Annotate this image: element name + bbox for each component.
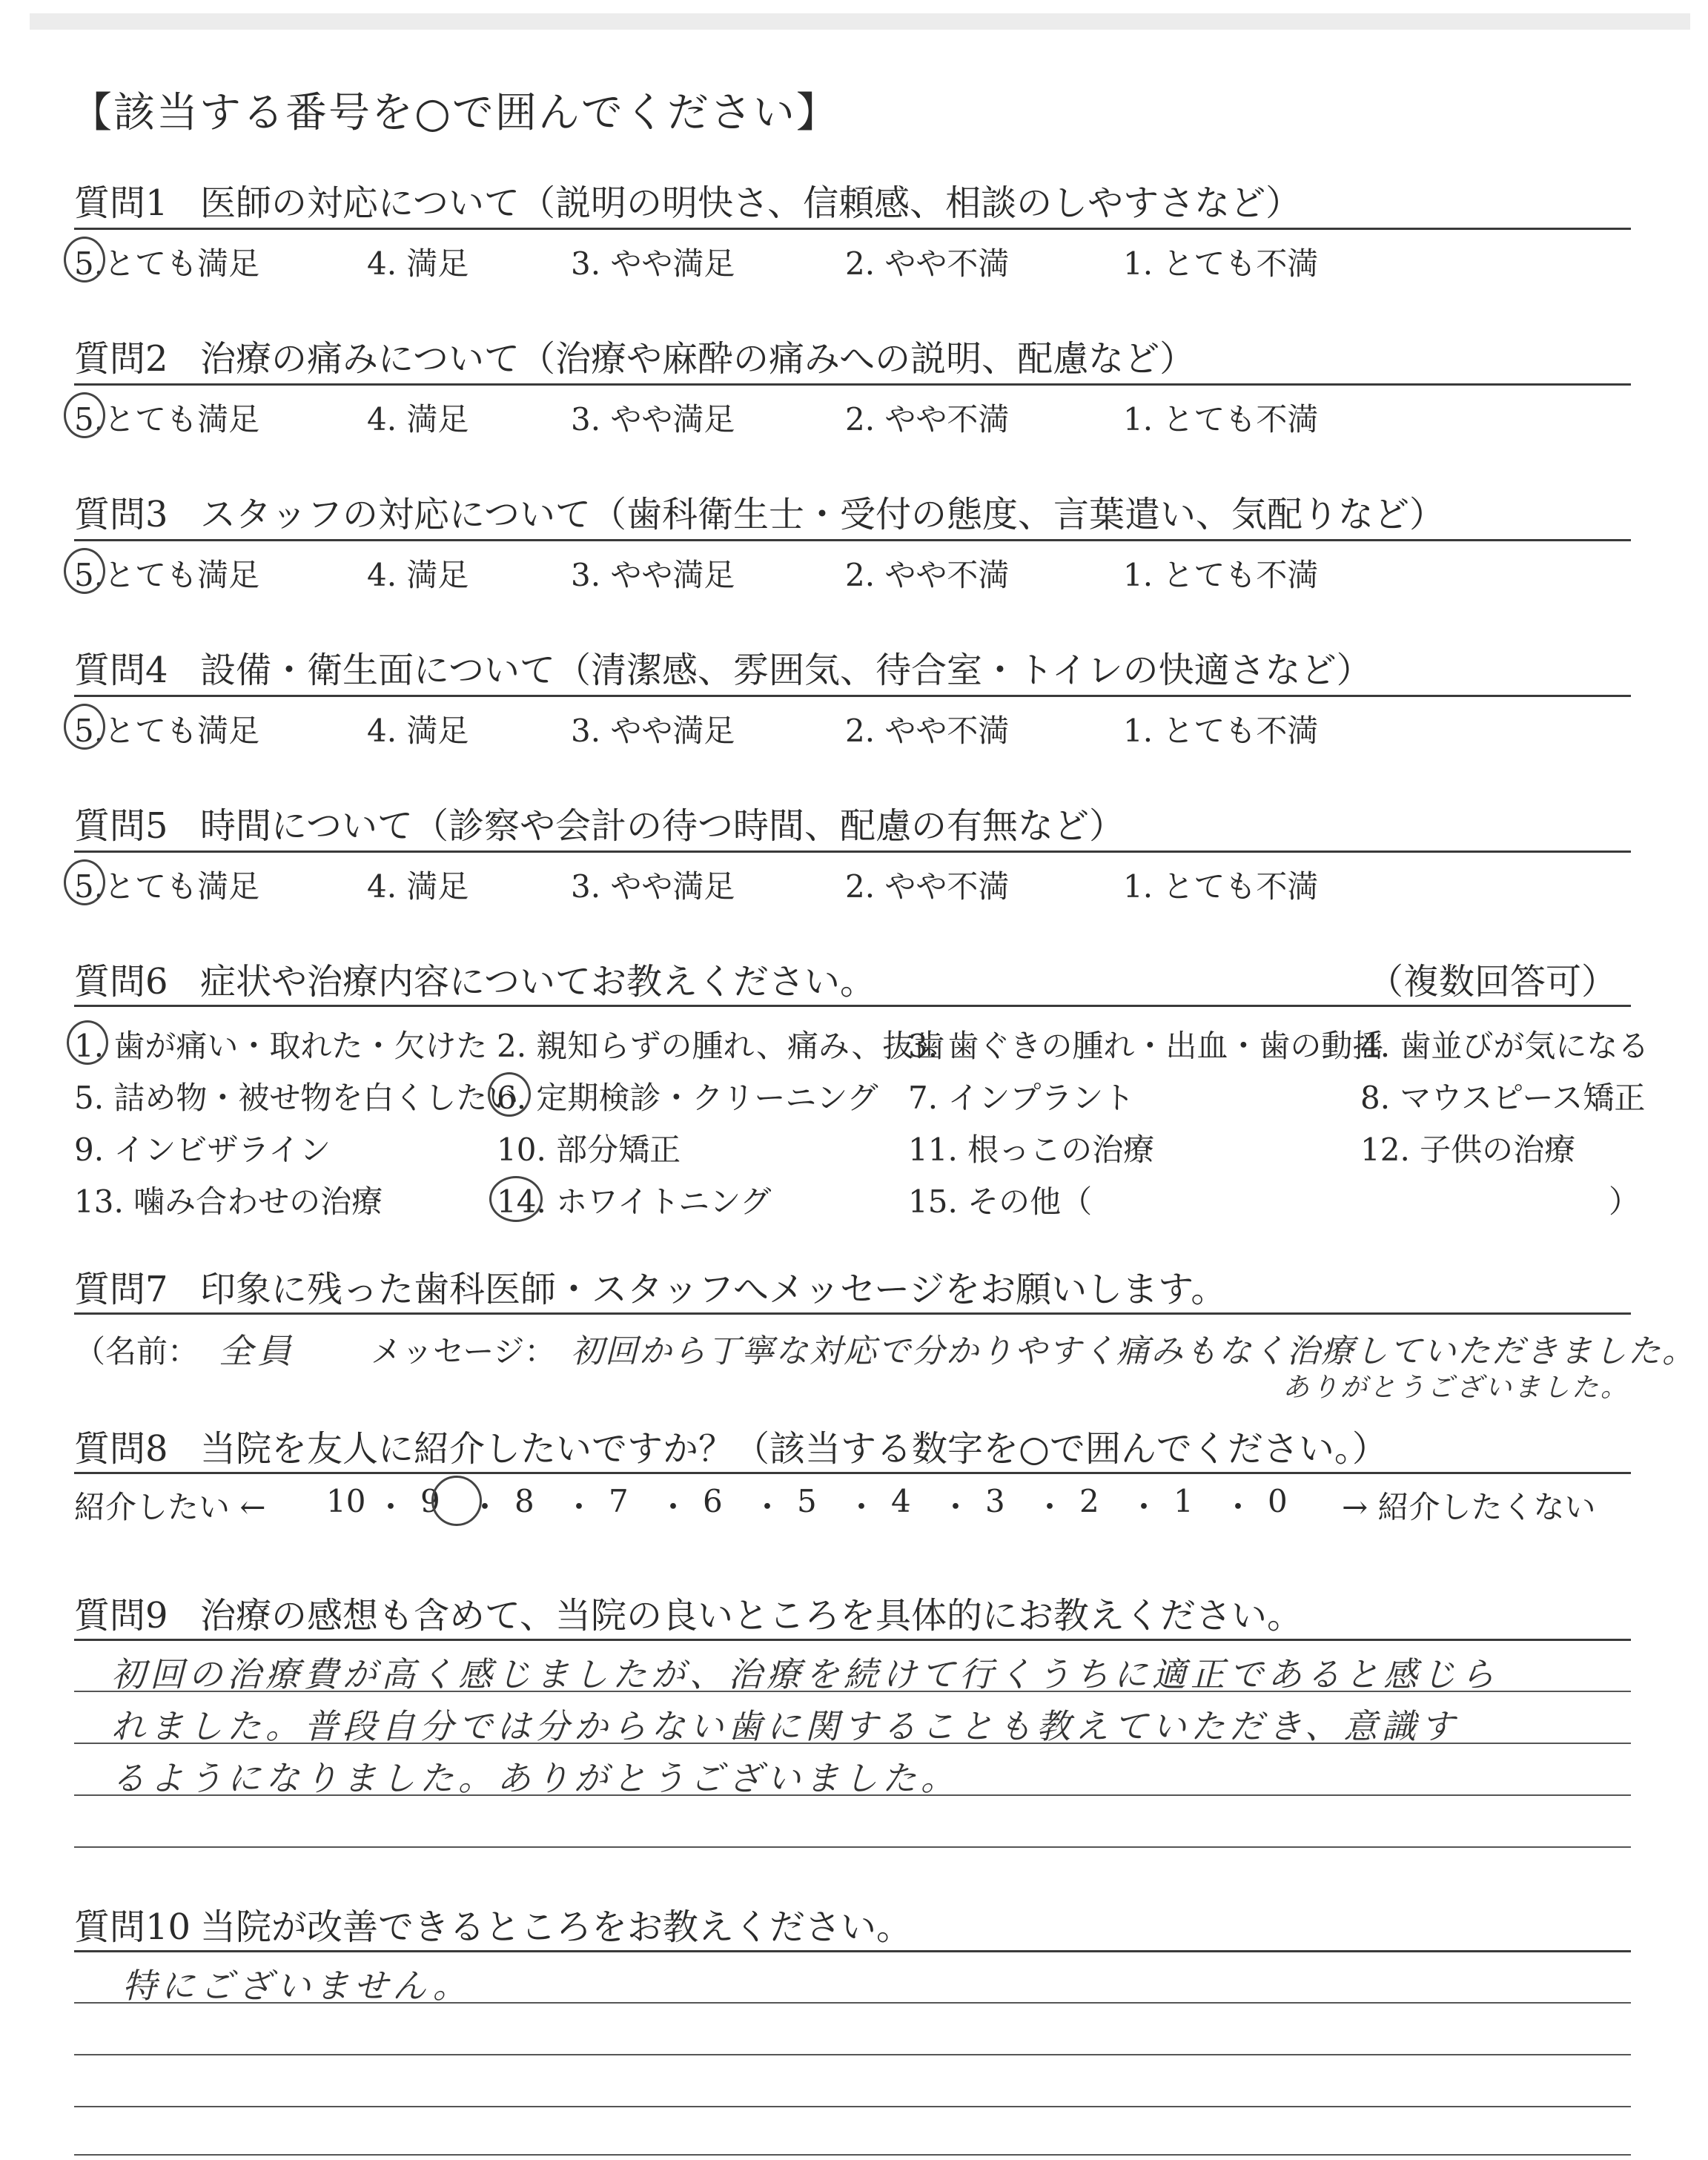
q8-scale-8[interactable]: 8: [514, 1483, 534, 1519]
q7-rule: [74, 1312, 1631, 1315]
q9-answer-line2: れました。普段自分では分からない歯に関することも教えていただき、意識す: [111, 1706, 1460, 1746]
q6-option-9[interactable]: 9. インビザライン: [74, 1132, 331, 1168]
q9-line-4: [74, 1846, 1631, 1848]
q10-line-3: [74, 2106, 1631, 2107]
q8-right-label: → 紹介したくない: [1342, 1489, 1596, 1525]
q1-heading: [74, 174, 1301, 225]
q7-message-line1: 初回から丁寧な対応で分かりやすく痛みもなく治療していただきました。: [571, 1332, 1696, 1370]
q8-scale-0[interactable]: 0: [1268, 1483, 1288, 1519]
q4-text: 設備・衛生面について（清潔感、雰囲気、待合室・トイレの快適さなど）: [200, 650, 1372, 691]
q1-option-2[interactable]: 2. やや不満: [845, 245, 1010, 282]
q9-number: 質問9: [74, 1595, 168, 1636]
q7-message-line2: ありがとうございました。: [1282, 1373, 1630, 1403]
q8-dot: ・: [563, 1489, 595, 1525]
q4-heading: [74, 641, 1372, 693]
q2-option-3[interactable]: 3. やや満足: [571, 401, 735, 437]
q8-scale-5[interactable]: 5: [797, 1483, 817, 1519]
scan-top-band: [30, 13, 1690, 30]
q6-option-3[interactable]: 3. 歯ぐきの腫れ・出血・歯の動揺: [908, 1028, 1384, 1064]
q5-option-2[interactable]: 2. やや不満: [845, 868, 1010, 905]
q4-option-5[interactable]: 5.とても満足: [74, 713, 260, 749]
q2-selected-circle: [64, 392, 105, 438]
q4-option-1[interactable]: 1. とても不満: [1123, 713, 1319, 749]
q5-number: 質問5: [74, 805, 168, 847]
q2-option-5[interactable]: 5.とても満足: [74, 401, 260, 437]
q8-selected-circle: [431, 1476, 482, 1526]
q3-option-4[interactable]: 4. 満足: [367, 557, 469, 593]
q1-text: 医師の対応について（説明の明快さ、信頼感、相談のしやすさなど）: [200, 182, 1302, 224]
q3-option-2[interactable]: 2. やや不満: [845, 557, 1010, 593]
q6-option-14[interactable]: 14. ホワイトニング: [497, 1183, 772, 1220]
q4-rule: [74, 695, 1631, 697]
q6-circle-1: [67, 1020, 108, 1065]
q3-option-3[interactable]: 3. やや満足: [571, 557, 735, 593]
q8-text: 当院を友人に紹介したいですか？（該当する数字を○で囲んでください。）: [200, 1428, 1388, 1470]
q3-text: スタッフの対応について（歯科衛生士・受付の態度、言葉遣い、気配りなど）: [200, 494, 1446, 535]
q8-number: 質問8: [74, 1428, 168, 1470]
q8-scale-6[interactable]: 6: [703, 1483, 723, 1519]
q8-dot: ・: [846, 1489, 878, 1525]
q10-line-2: [74, 2054, 1631, 2055]
q10-answer: 特にございません。: [122, 1966, 471, 2006]
q2-number: 質問2: [74, 338, 168, 380]
q4-option-2[interactable]: 2. やや不満: [845, 713, 1010, 749]
q7-name-label: （名前：: [74, 1333, 199, 1370]
q8-left-label: 紹介したい ←: [74, 1489, 266, 1525]
q6-option-13[interactable]: 13. 噛み合わせの治療: [74, 1183, 383, 1220]
q8-dot: ・: [1034, 1489, 1066, 1525]
q6-option-8[interactable]: 8. マウスピース矯正: [1360, 1080, 1646, 1116]
q1-option-3[interactable]: 3. やや満足: [571, 245, 735, 282]
q8-rule: [74, 1472, 1631, 1474]
q8-scale-3[interactable]: 3: [985, 1483, 1005, 1519]
q4-number: 質問4: [74, 650, 168, 691]
q8-scale-9[interactable]: 9: [420, 1483, 440, 1519]
q8-dot: ・: [940, 1489, 972, 1525]
q6-option-15[interactable]: 15. その他（: [908, 1183, 1093, 1220]
q5-option-5[interactable]: 5.とても満足: [74, 868, 260, 905]
q1-option-1[interactable]: 1. とても不満: [1123, 245, 1319, 282]
q7-number: 質問7: [74, 1269, 168, 1310]
q8-heading: [74, 1420, 1388, 1471]
q3-selected-circle: [64, 548, 105, 594]
q2-rule: [74, 383, 1631, 386]
q8-scale-2[interactable]: 2: [1079, 1483, 1099, 1519]
q1-option-4[interactable]: 4. 満足: [367, 245, 469, 282]
q6-option-11[interactable]: 11. 根っこの治療: [908, 1132, 1155, 1168]
q6-text: 症状や治療内容についてお教えください。: [200, 961, 876, 1003]
q9-rule: [74, 1639, 1631, 1641]
q9-text: 治療の感想も含めて、当院の良いところを具体的にお教えください。: [200, 1595, 1303, 1636]
q3-option-5[interactable]: 5.とても満足: [74, 557, 260, 593]
q6-option-5[interactable]: 5. 詰め物・被せ物を白くしたい: [74, 1080, 519, 1116]
q9-heading: [74, 1587, 1302, 1638]
q7-heading: [74, 1261, 1226, 1312]
q6-option-4[interactable]: 4. 歯並びが気になる: [1360, 1028, 1649, 1064]
q3-heading: [74, 486, 1445, 537]
q5-option-3[interactable]: 3. やや満足: [571, 868, 735, 905]
q6-option-6[interactable]: 6. 定期検診・クリーニング: [497, 1080, 878, 1116]
q1-number: 質問1: [74, 182, 168, 224]
q2-option-4[interactable]: 4. 満足: [367, 401, 469, 437]
q3-number: 質問3: [74, 494, 168, 535]
q4-option-3[interactable]: 3. やや満足: [571, 713, 735, 749]
q9-answer-line3: るようになりました。ありがとうございました。: [111, 1758, 959, 1798]
q6-heading: [74, 953, 875, 1004]
q2-option-2[interactable]: 2. やや不満: [845, 401, 1010, 437]
q5-text: 時間について（診察や会計の待つ時間、配慮の有無など）: [200, 805, 1125, 847]
q6-rule: [74, 1005, 1631, 1007]
q4-selected-circle: [64, 704, 105, 750]
q8-scale-10[interactable]: 10: [326, 1483, 366, 1519]
q5-option-1[interactable]: 1. とても不満: [1123, 868, 1319, 905]
q10-heading: [74, 1898, 912, 1949]
q7-text: 印象に残った歯科医師・スタッフへメッセージをお願いします。: [200, 1269, 1227, 1310]
q5-selected-circle: [64, 859, 105, 905]
q8-dot: ・: [1222, 1489, 1254, 1525]
q10-text: 当院が改善できるところをお教えください。: [200, 1906, 913, 1948]
q6-option-1[interactable]: 1. 歯が痛い・取れた・欠けた: [74, 1028, 488, 1064]
q8-dot: ・: [1128, 1489, 1160, 1525]
q1-option-5[interactable]: 5.とても満足: [74, 245, 260, 282]
q10-line-4: [74, 2154, 1631, 2156]
q8-dot: ・: [658, 1489, 689, 1525]
q3-option-1[interactable]: 1. とても不満: [1123, 557, 1319, 593]
q8-scale-4[interactable]: 4: [891, 1483, 911, 1519]
q3-rule: [74, 539, 1631, 541]
q1-selected-circle: [64, 237, 105, 283]
q10-number: 質問10: [74, 1906, 191, 1948]
q5-heading: [74, 797, 1125, 848]
q6-option-12[interactable]: 12. 子供の治療: [1360, 1132, 1576, 1168]
q6-option-2[interactable]: 2. 親知らずの腫れ、痛み、抜歯: [497, 1028, 945, 1064]
q6-option-10[interactable]: 10. 部分矯正: [497, 1132, 681, 1168]
q5-rule: [74, 851, 1631, 853]
q6-option-16[interactable]: ）: [1609, 1183, 1641, 1220]
q2-option-1[interactable]: 1. とても不満: [1123, 401, 1319, 437]
q5-option-4[interactable]: 4. 満足: [367, 868, 469, 905]
q1-rule: [74, 228, 1631, 230]
q10-rule: [74, 1950, 1631, 1952]
q7-name-value: 全員: [219, 1331, 296, 1371]
q8-scale-7[interactable]: 7: [609, 1483, 629, 1519]
q6-number: 質問6: [74, 961, 168, 1003]
q2-text: 治療の痛みについて（治療や麻酔の痛みへの説明、配慮など）: [200, 338, 1196, 380]
q8-dot: ・: [752, 1489, 784, 1525]
q8-dot: ・: [375, 1489, 407, 1525]
q8-dot: ・: [469, 1489, 501, 1525]
q9-answer-line1: 初回の治療費が高く感じましたが、治療を続けて行くうちに適正であると感じら: [111, 1654, 1499, 1694]
q2-heading: [74, 330, 1195, 381]
page-title: 【該当する番号を○で囲んでください】: [70, 89, 839, 137]
q8-scale-1[interactable]: 1: [1174, 1483, 1194, 1519]
q6-option-7[interactable]: 7. インプラント: [908, 1080, 1135, 1116]
q4-option-4[interactable]: 4. 満足: [367, 713, 469, 749]
q7-message-label: メッセージ：: [371, 1333, 556, 1370]
q6-circle-14: [489, 1176, 543, 1222]
q6-circle-6: [488, 1072, 531, 1117]
q6-note: （複数回答可）: [1368, 961, 1618, 1003]
